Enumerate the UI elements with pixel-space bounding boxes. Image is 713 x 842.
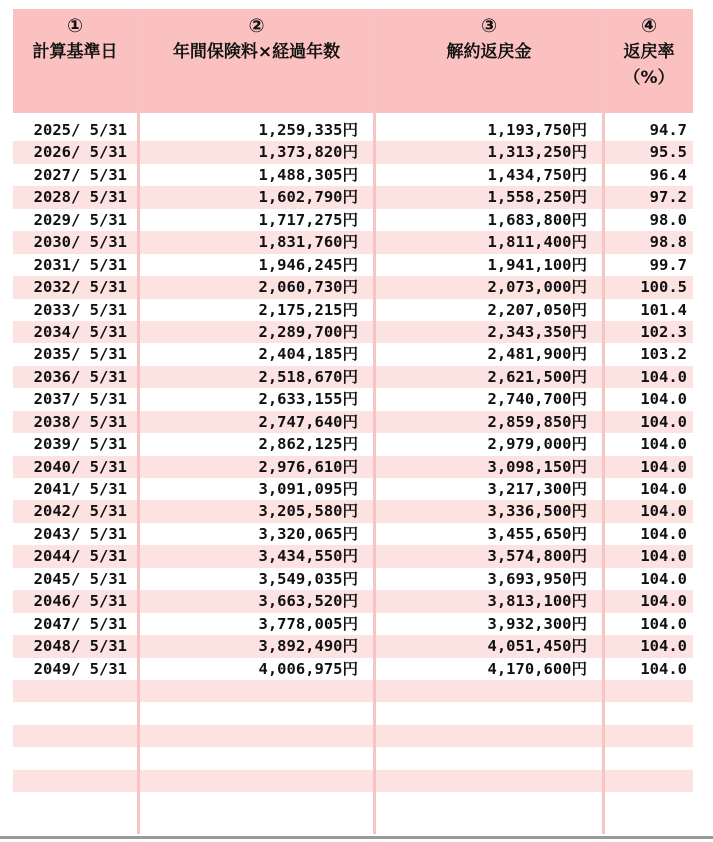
premium-cell: 3,549,035円	[258, 569, 358, 588]
surrender-cell: 1,683,800円	[487, 210, 587, 229]
surrender-cell: 2,481,900円	[487, 345, 587, 364]
date-cell	[13, 747, 127, 769]
table-row	[13, 456, 693, 478]
premium-cell: 2,289,700円	[258, 322, 358, 341]
date-cell: 2032/ 5/31	[33, 278, 127, 297]
premium-cell: 1,831,760円	[258, 233, 358, 252]
rate-cell: 99.7	[649, 255, 687, 274]
premium-cell: 2,175,215円	[258, 300, 358, 319]
surrender-cell: 3,693,950円	[487, 569, 587, 588]
premium-cell: 1,373,820円	[258, 143, 358, 162]
column-divider	[137, 9, 140, 834]
table-row	[13, 276, 693, 298]
surrender-cell: 1,313,250円	[487, 143, 587, 162]
date-cell: 2045/ 5/31	[33, 569, 127, 588]
premium-cell: 3,320,065円	[258, 524, 358, 543]
premium-cell	[140, 747, 358, 769]
surrender-cell: 3,455,650円	[487, 524, 587, 543]
header-number: ④	[640, 15, 658, 37]
premium-cell: 3,778,005円	[258, 614, 358, 633]
date-cell: 2043/ 5/31	[33, 524, 127, 543]
header-label: 解約返戻金	[446, 42, 532, 62]
rate-cell: 104.0	[640, 412, 687, 431]
table-row	[13, 658, 693, 680]
surrender-cell: 3,098,150円	[487, 457, 587, 476]
date-cell	[13, 702, 127, 724]
column-divider	[373, 9, 376, 834]
premium-cell: 3,205,580円	[258, 502, 358, 521]
table-row	[13, 254, 693, 276]
table-row	[13, 590, 693, 612]
rate-cell: 98.0	[649, 210, 687, 229]
rate-cell	[605, 702, 687, 724]
rate-cell: 104.0	[640, 435, 687, 454]
date-cell	[13, 680, 127, 702]
surrender-cell: 1,941,100円	[487, 255, 587, 274]
rate-cell: 102.3	[640, 322, 687, 341]
table-row	[13, 613, 693, 635]
surrender-cell	[376, 680, 587, 702]
date-cell: 2038/ 5/31	[33, 412, 127, 431]
premium-cell: 1,602,790円	[258, 188, 358, 207]
date-cell: 2047/ 5/31	[33, 614, 127, 633]
rate-cell: 97.2	[649, 188, 687, 207]
header-number: ①	[66, 15, 84, 37]
date-cell: 2037/ 5/31	[33, 390, 127, 409]
table-row	[13, 478, 693, 500]
date-cell: 2036/ 5/31	[33, 367, 127, 386]
premium-cell: 3,663,520円	[258, 592, 358, 611]
premium-cell: 2,633,155円	[258, 390, 358, 409]
table-row	[13, 770, 693, 792]
column-divider	[602, 9, 605, 834]
date-cell: 2049/ 5/31	[33, 659, 127, 678]
date-cell	[13, 792, 127, 814]
surrender-cell	[376, 747, 587, 769]
surrender-cell	[376, 770, 587, 792]
surrender-cell: 4,170,600円	[487, 659, 587, 678]
header-surrender-value	[376, 9, 602, 113]
premium-cell: 1,717,275円	[258, 210, 358, 229]
rate-cell: 104.0	[640, 592, 687, 611]
table-row	[13, 141, 693, 163]
rate-cell: 96.4	[649, 165, 687, 184]
date-cell: 2026/ 5/31	[33, 143, 127, 162]
surrender-cell: 3,574,800円	[487, 547, 587, 566]
table-row	[13, 568, 693, 590]
surrender-cell: 4,051,450円	[487, 637, 587, 656]
date-cell: 2042/ 5/31	[33, 502, 127, 521]
rate-cell: 103.2	[640, 345, 687, 364]
premium-cell	[140, 770, 358, 792]
rate-cell	[605, 770, 687, 792]
rate-cell	[605, 725, 687, 747]
surrender-value-table	[13, 9, 693, 834]
premium-cell: 2,862,125円	[258, 435, 358, 454]
premium-cell: 4,006,975円	[258, 659, 358, 678]
rate-cell: 104.0	[640, 390, 687, 409]
table-row	[13, 164, 693, 186]
surrender-cell: 2,740,700円	[487, 390, 587, 409]
premium-cell: 3,434,550円	[258, 547, 358, 566]
table-row	[13, 433, 693, 455]
premium-cell: 2,976,610円	[258, 457, 358, 476]
surrender-cell	[376, 792, 587, 814]
table-row	[13, 523, 693, 545]
surrender-cell: 2,621,500円	[487, 367, 587, 386]
table-body	[13, 119, 693, 815]
rate-cell: 104.0	[640, 367, 687, 386]
premium-cell	[140, 702, 358, 724]
table-row	[13, 231, 693, 253]
header-number: ③	[480, 15, 498, 37]
rate-cell: 104.0	[640, 614, 687, 633]
rate-cell: 94.7	[649, 121, 687, 139]
surrender-cell: 2,979,000円	[487, 435, 587, 454]
rate-cell: 101.4	[640, 300, 687, 319]
surrender-cell	[376, 725, 587, 747]
table-row	[13, 635, 693, 657]
rate-cell: 104.0	[640, 457, 687, 476]
header-premium-total	[140, 9, 373, 113]
premium-cell: 1,259,335円	[258, 121, 358, 139]
page-bottom-border	[0, 836, 713, 839]
table-row	[13, 411, 693, 433]
date-cell	[13, 770, 127, 792]
date-cell: 2027/ 5/31	[33, 165, 127, 184]
table-row	[13, 343, 693, 365]
table-row	[13, 321, 693, 343]
rate-cell	[605, 747, 687, 769]
rate-cell: 104.0	[640, 480, 687, 498]
premium-cell: 2,747,640円	[258, 412, 358, 431]
date-cell: 2033/ 5/31	[33, 300, 127, 319]
table-row	[13, 725, 693, 747]
table-row	[13, 299, 693, 321]
date-cell: 2040/ 5/31	[33, 457, 127, 476]
date-cell: 2031/ 5/31	[33, 255, 127, 274]
premium-cell	[140, 792, 358, 814]
date-cell: 2039/ 5/31	[33, 435, 127, 454]
premium-cell: 1,488,305円	[258, 165, 358, 184]
header-label: 年間保険料×経過年数	[172, 42, 341, 62]
table-row	[13, 702, 693, 724]
rate-cell: 100.5	[640, 278, 687, 297]
rate-cell: 104.0	[640, 637, 687, 656]
rate-cell	[605, 792, 687, 814]
premium-cell	[140, 725, 358, 747]
rate-cell: 104.0	[640, 502, 687, 521]
premium-cell	[140, 680, 358, 702]
date-cell: 2044/ 5/31	[33, 547, 127, 566]
header-label: 計算基準日	[32, 42, 118, 62]
surrender-cell: 3,813,100円	[487, 592, 587, 611]
date-cell: 2034/ 5/31	[33, 322, 127, 341]
header-label-unit: （%）	[623, 68, 675, 88]
surrender-cell	[376, 702, 587, 724]
header-number: ②	[248, 15, 265, 37]
premium-cell: 2,518,670円	[258, 367, 358, 386]
table-header	[13, 9, 693, 113]
surrender-cell: 2,207,050円	[487, 300, 587, 319]
header-label: 返戻率	[623, 42, 675, 62]
rate-cell: 95.5	[649, 143, 687, 162]
rate-cell: 104.0	[640, 547, 687, 566]
surrender-cell: 2,343,350円	[487, 322, 587, 341]
date-cell: 2048/ 5/31	[33, 637, 127, 656]
premium-cell: 2,060,730円	[258, 278, 358, 297]
surrender-cell: 2,073,000円	[487, 278, 587, 297]
table-row	[13, 545, 693, 567]
surrender-cell: 3,336,500円	[487, 502, 587, 521]
date-cell	[13, 725, 127, 747]
premium-cell: 1,946,245円	[258, 255, 358, 274]
rate-cell: 104.0	[640, 569, 687, 588]
surrender-cell: 1,434,750円	[487, 165, 587, 184]
rate-cell: 104.0	[640, 524, 687, 543]
date-cell: 2041/ 5/31	[33, 480, 127, 498]
premium-cell: 3,091,095円	[258, 480, 358, 498]
table-row	[13, 792, 693, 814]
surrender-cell: 1,811,400円	[487, 233, 587, 252]
premium-cell: 3,892,490円	[258, 637, 358, 656]
table-row	[13, 747, 693, 769]
date-cell: 2046/ 5/31	[33, 592, 127, 611]
surrender-cell: 3,217,300円	[487, 480, 587, 498]
surrender-cell: 1,558,250円	[487, 188, 587, 207]
table-row	[13, 680, 693, 702]
date-cell: 2035/ 5/31	[33, 345, 127, 364]
premium-cell: 2,404,185円	[258, 345, 358, 364]
date-cell: 2028/ 5/31	[33, 188, 127, 207]
rate-cell: 104.0	[640, 659, 687, 678]
header-return-rate	[605, 9, 693, 113]
surrender-cell: 2,859,850円	[487, 412, 587, 431]
table-row	[13, 119, 693, 141]
surrender-cell: 3,932,300円	[487, 614, 587, 633]
surrender-cell: 1,193,750円	[487, 121, 587, 139]
table-row	[13, 209, 693, 231]
rate-cell	[605, 680, 687, 702]
header-calc-date	[13, 9, 137, 113]
table-row	[13, 186, 693, 208]
rate-cell: 98.8	[649, 233, 687, 252]
date-cell: 2030/ 5/31	[33, 233, 127, 252]
table-row	[13, 366, 693, 388]
table-row	[13, 388, 693, 410]
table-row	[13, 500, 693, 522]
table-right-edge	[693, 9, 695, 836]
date-cell: 2025/ 5/31	[33, 121, 127, 139]
date-cell: 2029/ 5/31	[33, 210, 127, 229]
